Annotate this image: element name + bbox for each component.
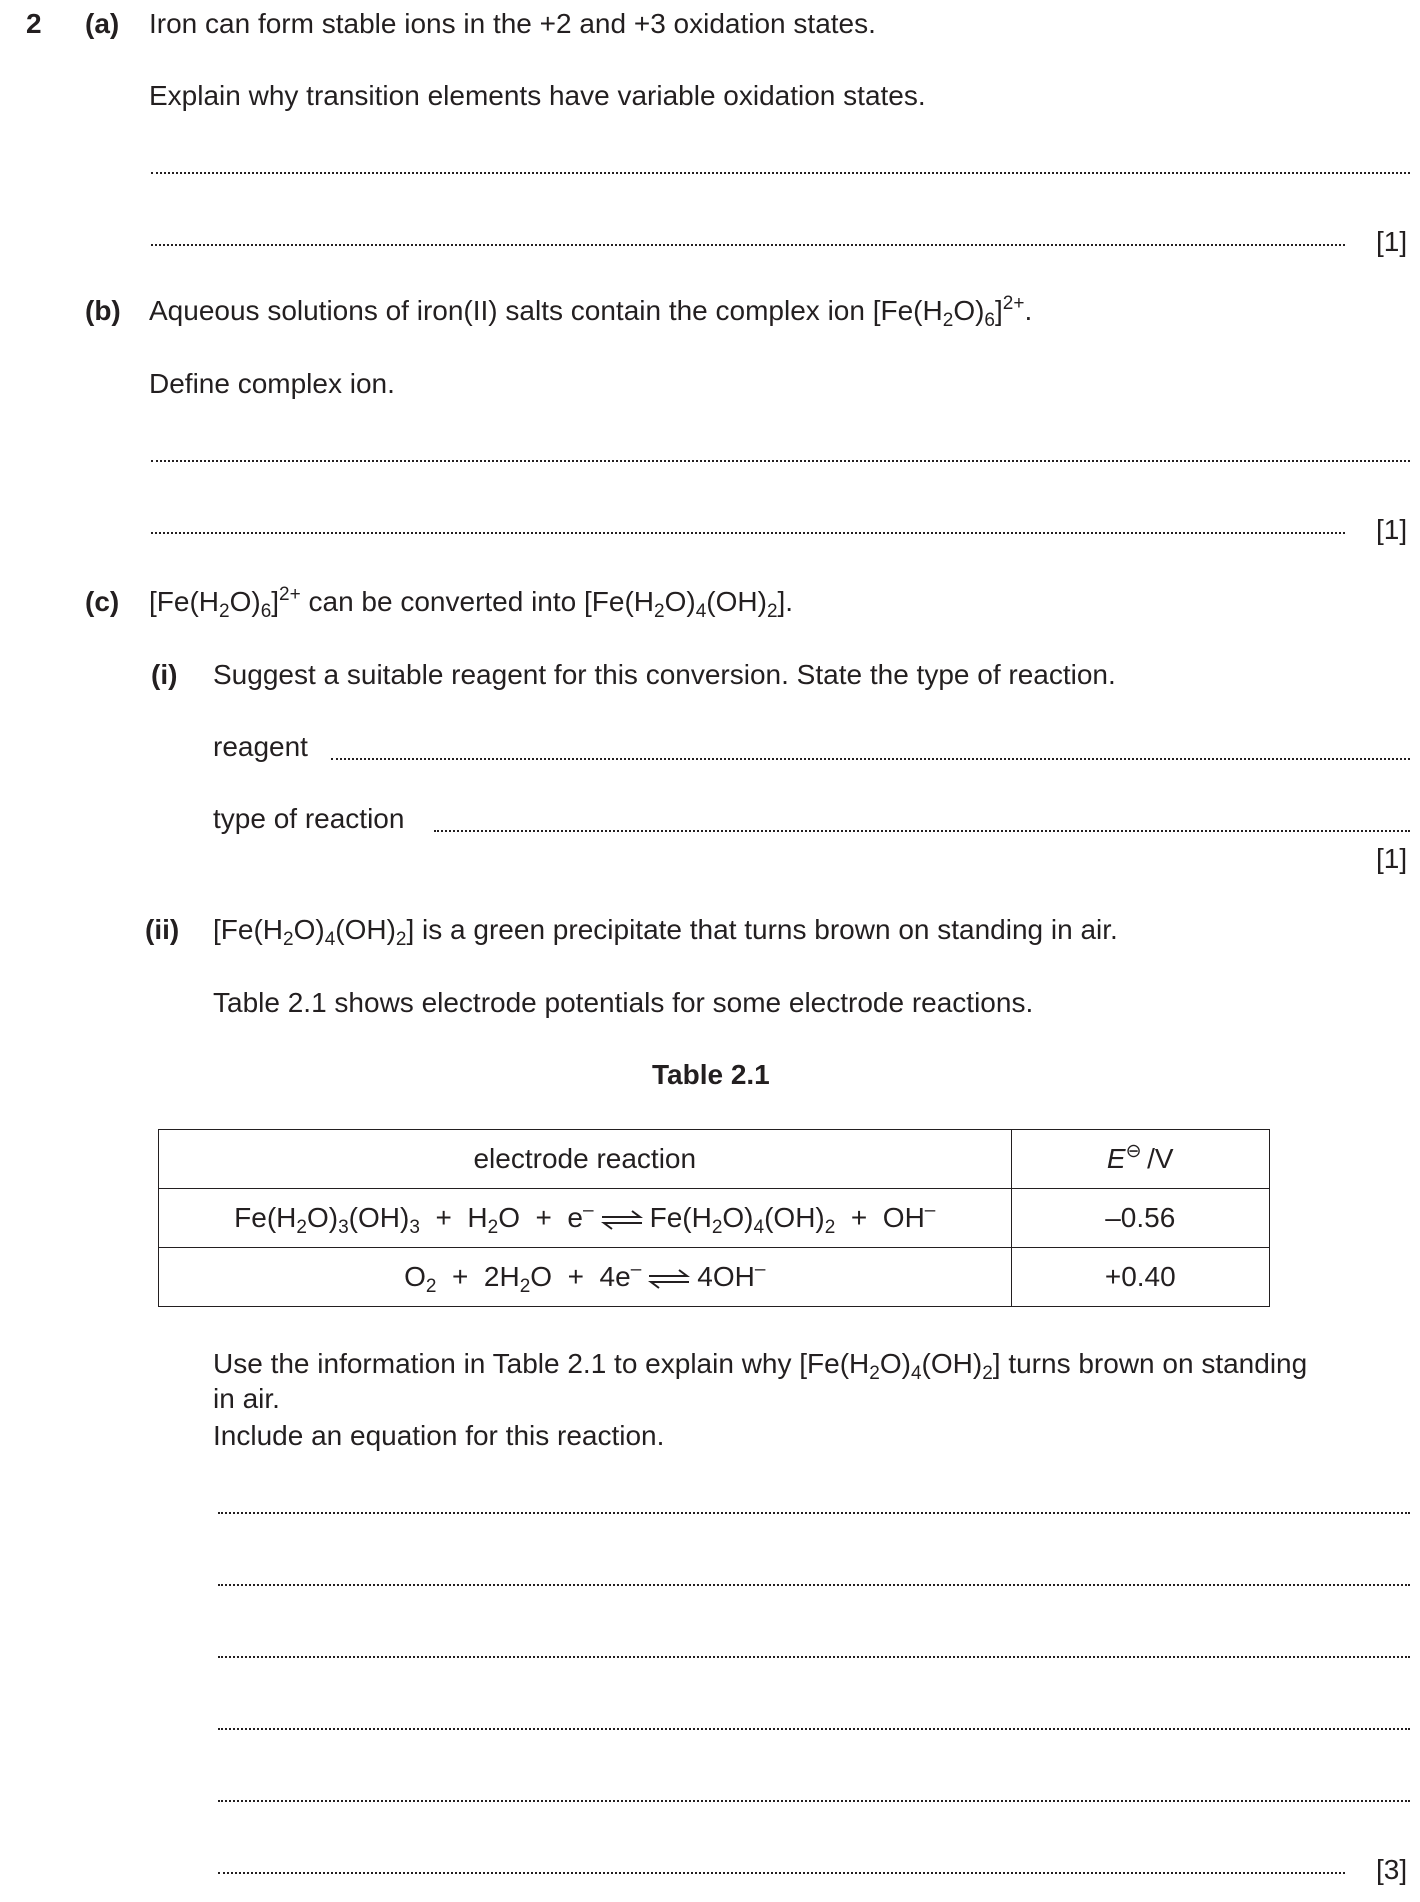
part-c-i-prompt: Suggest a suitable reagent for this conversion. State the type of reaction. [213,659,1116,690]
part-a-label: (a) [85,8,120,39]
equilibrium-arrow-icon [647,1269,691,1289]
answer-line[interactable] [218,1872,1345,1874]
part-c-ii-prompt-line1: Use the information in Table 2.1 to explain why $[Fe(H_2O)_4(OH)_2]$ turns brown on standing [213,1348,1308,1384]
part-c-ii-stem: $[Fe(H_2O)_4(OH)_2]$ is a green precipitate that turns brown on standing in air. [213,914,1118,950]
answer-line[interactable] [218,1728,1410,1730]
part-b-prompt: Define complex ion. [149,368,395,399]
answer-line[interactable] [151,172,1410,174]
answer-line[interactable] [218,1584,1410,1586]
table-intro: Table 2.1 shows electrode potentials for some electrode reactions. [213,987,1034,1018]
reaction-type-answer-line[interactable] [434,830,1410,832]
reaction-type-label: type of reaction [213,803,405,834]
reaction-equation: $O_2 + 2H_2O + 4e^-$ 4OH– [404,1259,766,1297]
table-row [159,1189,1270,1248]
marks-label: [1] [1376,514,1408,545]
reaction-cell [159,1248,1012,1307]
equilibrium-arrow-icon [600,1210,644,1230]
potential-cell: +0.40 [1011,1248,1269,1307]
part-c-ii-prompt-line2: in air. [213,1383,280,1414]
part-c-ii-prompt-line3: Include an equation for this reaction. [213,1420,665,1451]
header-electrode-reaction: electrode reaction [159,1130,1012,1189]
answer-line[interactable] [151,460,1410,462]
part-a-stem: Iron can form stable ions in the +2 and +3 oxidation states. [149,8,876,39]
header-potential: E⊖ /V [1011,1130,1269,1189]
marks-label: [1] [1376,226,1408,257]
part-c-label: (c) [85,586,120,617]
answer-line[interactable] [151,532,1345,534]
part-c-stem: $[Fe(H_2O)_6]^{2+}$ can be converted into $[Fe(H_2O)_4(OH)_2]$. [149,584,794,622]
part-a-prompt: Explain why transition elements have variable oxidation states. [149,80,926,111]
question-number: 2 [26,8,42,39]
answer-line[interactable] [151,244,1345,246]
part-b-stem: Aqueous solutions of iron(II) salts contain the complex ion $[Fe(H_2O)_6]^{2+}$. [149,293,1033,331]
answer-line[interactable] [218,1512,1410,1514]
potential-cell: –0.56 [1011,1189,1269,1248]
electrode-potential-table [158,1129,1270,1307]
marks-label: [1] [1376,843,1408,874]
table-title: Table 2.1 [652,1059,770,1090]
marks-label: [3] [1376,1854,1408,1885]
table-row [159,1248,1270,1307]
reaction-cell [159,1189,1012,1248]
answer-line[interactable] [218,1800,1410,1802]
part-b-label: (b) [85,295,121,326]
reagent-label: reagent [213,731,308,762]
reaction-equation: $Fe(H_2O)_3(OH)_3 + H_2O + e^-$ $Fe(H_2O)_4(OH)_2 + OH^-$ [234,1200,936,1238]
part-c-i-label: (i) [151,659,178,690]
part-c-ii-label: (ii) [145,914,180,945]
table-header-row [159,1130,1270,1189]
answer-line[interactable] [218,1656,1410,1658]
reagent-answer-line[interactable] [331,758,1410,760]
